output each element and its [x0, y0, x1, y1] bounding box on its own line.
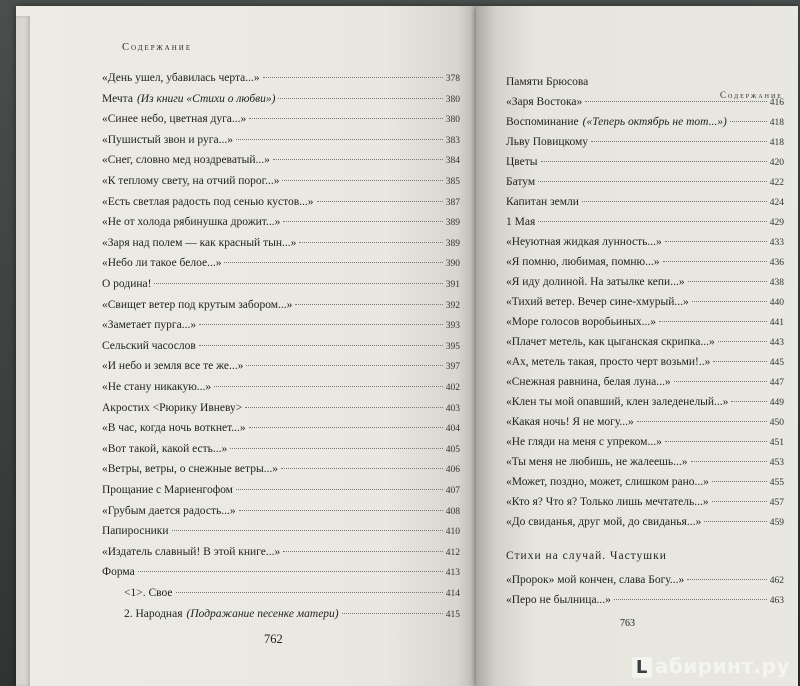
- section-title: Стихи на случай. Частушки: [506, 550, 667, 562]
- dot-leader: [236, 489, 443, 490]
- dot-leader: [538, 181, 767, 182]
- entry-title: «Перо не былница...»: [506, 594, 611, 606]
- dot-leader: [688, 281, 767, 282]
- entry-page-number: 463: [769, 596, 784, 606]
- watermark-badge: L: [632, 657, 652, 678]
- entry-page-number: 414: [445, 589, 460, 599]
- toc-entry: [102, 525, 460, 537]
- dot-leader: [245, 407, 442, 408]
- entry-subtitle: (Подражание песенке матери): [186, 607, 339, 620]
- entry-title: «Плачет метель, как цыганская скрипка...»: [506, 336, 715, 348]
- entry-page-number: 405: [445, 444, 460, 455]
- toc-entry: [102, 72, 460, 84]
- dot-leader: [199, 324, 443, 325]
- entry-title: Памяти Брюсова: [506, 76, 589, 88]
- dot-leader: [731, 401, 766, 402]
- entry-title: Мечта: [102, 92, 133, 105]
- dot-leader: [659, 321, 767, 322]
- entry-title: Прощание с Мариенгофом: [102, 484, 233, 496]
- entry-title: Батум: [506, 176, 536, 188]
- entry-title: «Грубым дается радость...»: [102, 504, 236, 517]
- entry-title: «Тихий ветер. Вечер сине-хмурый...»: [506, 296, 689, 308]
- toc-entry: [102, 175, 460, 187]
- toc-entry: [102, 340, 460, 352]
- entry-title: «Есть светлая радость под сенью кустов...»: [102, 195, 314, 208]
- toc-entry: [102, 154, 460, 166]
- toc-entry: [102, 237, 460, 249]
- entry-title: О родина!: [102, 278, 152, 290]
- entry-page-number: 385: [445, 177, 460, 187]
- entry-title: «Не от холода рябинушка дрожит...»: [102, 216, 281, 229]
- dot-leader: [282, 180, 442, 181]
- toc-entry: [102, 216, 460, 228]
- toc-entry: [102, 93, 460, 105]
- entry-title: «Пророк» мой кончен, слава Богу...»: [506, 574, 685, 586]
- toc-entry: [506, 436, 784, 448]
- entry-title: «Я помню, любимая, помню...»: [506, 256, 660, 268]
- dot-leader: [718, 341, 767, 342]
- toc-entry: [102, 463, 460, 475]
- dot-leader: [582, 201, 767, 202]
- entry-title: «Вот такой, какой есть...»: [102, 442, 228, 455]
- toc-entry: [506, 496, 784, 508]
- toc-entry: [102, 566, 460, 578]
- toc-entry: [506, 316, 784, 328]
- entry-page-number: 455: [769, 478, 784, 488]
- toc-entry: [506, 396, 784, 408]
- toc-entry: [506, 176, 784, 188]
- entry-page-number: 459: [769, 518, 784, 528]
- dot-leader: [263, 77, 443, 78]
- dot-leader: [674, 381, 767, 382]
- entry-title: «Кто я? Что я? Только лишь мечтатель...»: [506, 496, 709, 508]
- entry-title: Сельский часослов: [102, 339, 196, 352]
- entry-page-number: 407: [445, 486, 460, 496]
- entry-page-number: 453: [769, 458, 784, 468]
- entry-title: «Заря над полем — как красный тын...»: [102, 236, 297, 249]
- dot-leader: [246, 365, 442, 366]
- entry-title: «Не стану никакую...»: [102, 381, 212, 393]
- entry-page-number: 451: [769, 438, 784, 448]
- toc-entry: [506, 456, 784, 468]
- entry-page-number: 447: [769, 378, 784, 388]
- entry-title: «Ах, метель такая, просто черт возьми!..»: [506, 356, 711, 368]
- entry-page-number: 384: [445, 156, 460, 167]
- toc-entry: [102, 196, 460, 208]
- entry-page-number: 403: [445, 403, 460, 414]
- dot-leader: [138, 571, 443, 572]
- toc-entry: [506, 216, 784, 228]
- entry-title: Льву Повицкому: [506, 136, 589, 148]
- dot-leader: [230, 448, 442, 449]
- dot-leader: [704, 521, 767, 522]
- toc-entry: [506, 276, 784, 288]
- entry-page-number: 393: [445, 321, 460, 332]
- entry-title: «Море голосов воробьиных...»: [506, 316, 656, 328]
- entry-page-number: 415: [445, 609, 460, 620]
- watermark-text: абиринт.ру: [654, 654, 790, 678]
- toc-entry: [102, 360, 460, 372]
- toc-entry: [506, 96, 784, 108]
- dot-leader: [712, 481, 767, 482]
- entry-page-number: 413: [445, 568, 460, 579]
- dot-leader: [281, 468, 443, 469]
- dot-leader: [730, 121, 767, 122]
- dot-leader: [249, 118, 442, 119]
- toc-entry: [506, 356, 784, 368]
- entry-title: «До свиданья, друг мой, до свиданья...»: [506, 516, 702, 528]
- entry-page-number: 436: [769, 258, 784, 268]
- entry-title: 1 Мая: [506, 216, 536, 228]
- entry-title: «Заметает пурга...»: [102, 319, 197, 332]
- toc-entry: [506, 476, 784, 488]
- entry-page-number: 395: [445, 341, 460, 352]
- entry-title: «Заря Востока»: [506, 96, 583, 108]
- entry-page-number: 457: [769, 498, 784, 508]
- entry-page-number: 392: [445, 300, 460, 311]
- entry-title: Папиросники: [102, 525, 169, 538]
- entry-page-number: 378: [445, 74, 460, 84]
- entry-page-number: 441: [769, 318, 784, 328]
- toc-entry: [506, 236, 784, 248]
- dot-leader: [541, 161, 767, 162]
- toc-entry: [102, 113, 460, 125]
- toc-entry: [124, 608, 460, 620]
- entry-title: «Клен ты мой опавший, клен заледенелый...»: [506, 396, 729, 408]
- dot-leader: [278, 98, 442, 99]
- entry-title: «Издатель славный! В этой книге...»: [102, 545, 281, 558]
- entry-title: «День ушел, убавилась черта...»: [102, 72, 260, 84]
- entry-title: <1>. Свое: [124, 587, 173, 599]
- watermark-logo: [632, 654, 790, 678]
- entry-title: «Не гляди на меня с упреком...»: [506, 436, 662, 448]
- dot-leader: [713, 361, 766, 362]
- entry-page-number: 380: [445, 115, 460, 126]
- entry-title: Капитан земли: [506, 196, 579, 208]
- entry-title: «Снежная равнина, белая луна...»: [506, 376, 671, 388]
- entry-page-number: 429: [769, 218, 784, 228]
- right-page: [476, 6, 798, 686]
- dot-leader: [199, 345, 443, 346]
- page-edge: [16, 16, 30, 686]
- dot-leader: [273, 159, 443, 160]
- dot-leader: [239, 510, 443, 511]
- toc-entry: [102, 443, 460, 455]
- entry-title: «И небо и земля все те же...»: [102, 360, 244, 373]
- dot-leader: [299, 242, 442, 243]
- entry-page-number: 410: [445, 527, 460, 538]
- toc-entry: [102, 402, 460, 414]
- page-number: 762: [264, 632, 283, 646]
- entry-page-number: 433: [769, 238, 784, 248]
- entry-title: «Может, поздно, может, слишком рано...»: [506, 476, 709, 488]
- entry-page-number: 380: [445, 94, 460, 105]
- entry-title: «Пушистый звон и руга...»: [102, 133, 233, 146]
- entry-page-number: 418: [769, 118, 784, 128]
- dot-leader: [614, 599, 767, 600]
- entry-page-number: 449: [769, 398, 784, 408]
- entry-page-number: 402: [445, 383, 460, 393]
- left-page: [16, 6, 476, 686]
- entry-page-number: 462: [769, 576, 784, 586]
- entry-subtitle: (Из книги «Стихи о любви»): [136, 92, 276, 105]
- running-head: Содержание: [122, 42, 193, 53]
- toc-entry: [506, 156, 784, 168]
- open-book: [8, 6, 800, 686]
- entry-subtitle: («Теперь октябрь не тот...»): [582, 116, 727, 128]
- entry-page-number: 383: [445, 135, 460, 146]
- toc-entry: [102, 257, 460, 269]
- entry-title: 2. Народная: [124, 607, 183, 620]
- dot-leader: [236, 139, 443, 140]
- dot-leader: [692, 301, 767, 302]
- entry-title: «Ты меня не любишь, не жалеешь...»: [506, 456, 688, 468]
- dot-leader: [249, 427, 443, 428]
- entry-page-number: 420: [769, 158, 784, 168]
- dot-leader: [665, 441, 767, 442]
- dot-leader: [283, 551, 443, 552]
- dot-leader: [665, 241, 767, 242]
- toc-entry: [102, 319, 460, 331]
- entry-page-number: 389: [445, 238, 460, 249]
- dot-leader: [691, 461, 767, 462]
- dot-leader: [538, 221, 767, 222]
- entry-page-number: 408: [445, 506, 460, 517]
- entry-page-number: 416: [769, 98, 784, 108]
- toc-entry: [506, 336, 784, 348]
- toc-entry: [102, 381, 460, 393]
- entry-page-number: 438: [769, 278, 784, 288]
- toc-entry: [506, 116, 784, 128]
- entry-page-number: 390: [445, 259, 460, 270]
- entry-title: Форма: [102, 566, 135, 579]
- toc-entry: [124, 587, 460, 599]
- toc-entry: [506, 574, 784, 586]
- toc-entry: [506, 594, 784, 606]
- entry-page-number: 443: [769, 338, 784, 348]
- entry-page-number: 445: [769, 358, 784, 368]
- running-head: Содержание: [720, 90, 783, 100]
- entry-title: «Снег, словно мед ноздреватый...»: [102, 154, 270, 167]
- dot-leader: [283, 221, 442, 222]
- toc-entry: [102, 546, 460, 558]
- entry-page-number: 450: [769, 418, 784, 428]
- dot-leader: [712, 501, 767, 502]
- toc-entry: [102, 299, 460, 311]
- dot-leader: [637, 421, 767, 422]
- entry-page-number: 406: [445, 465, 460, 476]
- toc-entry: [102, 422, 460, 434]
- toc-entry: [506, 516, 784, 528]
- toc-entry: [506, 196, 784, 208]
- dot-leader: [295, 304, 442, 305]
- toc-entry: [102, 505, 460, 517]
- entry-title: «Я иду долиной. На затылке кепи...»: [506, 276, 685, 288]
- entry-title: «В час, когда ночь воткнет...»: [102, 422, 246, 435]
- toc-entry: [506, 136, 784, 148]
- entry-title: «К теплому свету, на отчий порог...»: [102, 175, 280, 187]
- dot-leader: [214, 386, 443, 387]
- entry-page-number: 389: [445, 218, 460, 229]
- dot-leader: [172, 530, 443, 531]
- dot-leader: [585, 101, 767, 102]
- entry-page-number: 404: [445, 424, 460, 435]
- entry-page-number: 418: [769, 138, 784, 148]
- toc-entry: [102, 134, 460, 146]
- toc-entry: [506, 416, 784, 428]
- entry-page-number: 391: [445, 280, 460, 290]
- entry-title: «Свищет ветер под крутым забором...»: [102, 298, 293, 311]
- dot-leader: [154, 283, 442, 284]
- entry-page-number: 387: [445, 197, 460, 208]
- entry-title: Акростих <Рюрику Ивневу>: [102, 401, 243, 414]
- dot-leader: [317, 201, 443, 202]
- entry-title: Цветы: [506, 156, 538, 168]
- entry-title: «Неуютная жидкая лунность...»: [506, 236, 662, 248]
- dot-leader: [342, 613, 443, 614]
- toc-entry: [506, 76, 784, 88]
- toc-entry: [506, 376, 784, 388]
- entry-page-number: 424: [769, 198, 784, 208]
- toc-entry: [506, 296, 784, 308]
- toc-entry: [102, 484, 460, 496]
- entry-title: «Небо ли такое белое...»: [102, 257, 222, 270]
- entry-title: Воспоминание: [506, 116, 579, 128]
- page-number: 763: [620, 618, 635, 629]
- entry-page-number: 412: [445, 547, 460, 558]
- entry-title: «Ветры, ветры, о снежные ветры...»: [102, 463, 279, 476]
- entry-title: «Синее небо, цветная дуга...»: [102, 113, 247, 126]
- dot-leader: [224, 262, 442, 263]
- toc-entry: [506, 256, 784, 268]
- dot-leader: [663, 261, 767, 262]
- dot-leader: [176, 592, 443, 593]
- dot-leader: [687, 579, 766, 580]
- entry-page-number: 440: [769, 298, 784, 308]
- entry-page-number: 422: [769, 178, 784, 188]
- entry-page-number: 397: [445, 362, 460, 373]
- entry-title: «Какая ночь! Я не могу...»: [506, 416, 634, 428]
- toc-entry: [102, 278, 460, 290]
- dot-leader: [591, 141, 767, 142]
